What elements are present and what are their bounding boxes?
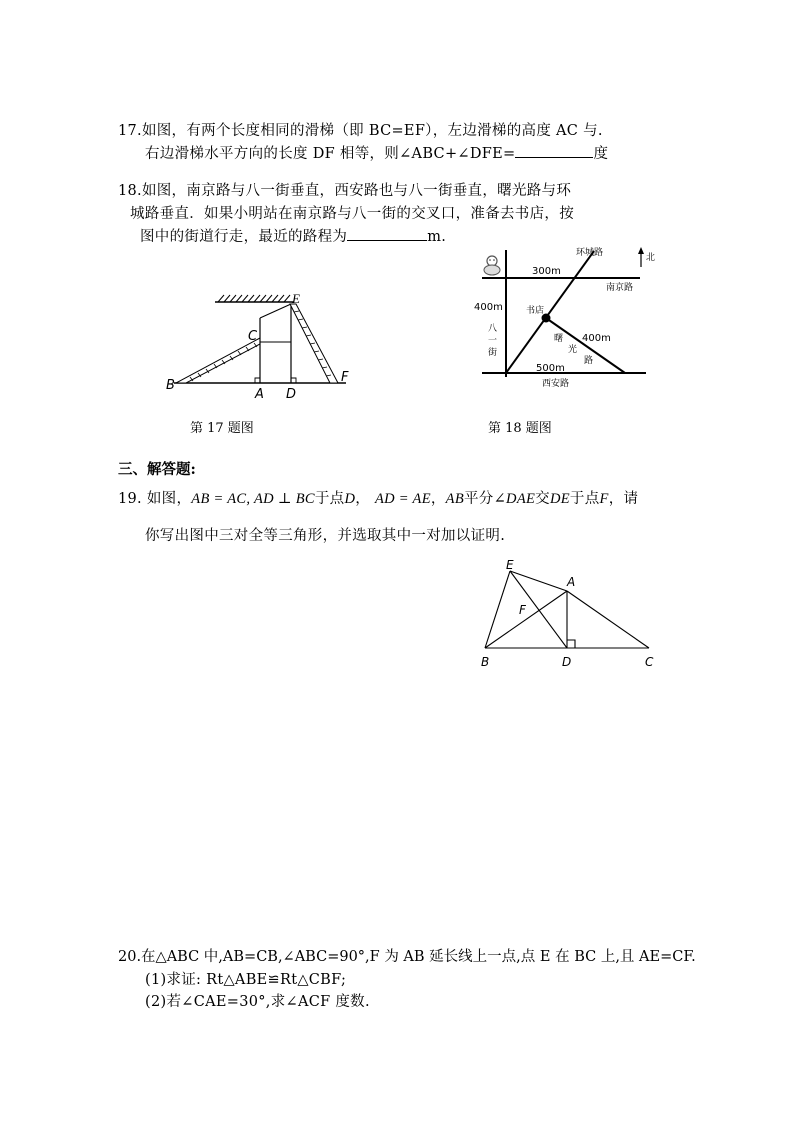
- fig19-label-C: C: [645, 655, 654, 669]
- fig19-label-A: A: [567, 575, 576, 589]
- q17-answer-blank[interactable]: [515, 145, 593, 158]
- q19-t2: ，: [355, 491, 375, 507]
- section-title: 三、解答题:: [118, 461, 196, 478]
- q19-math6: DE: [549, 491, 570, 507]
- bayi3-label: 街: [488, 348, 498, 358]
- q19-t6: 于点: [569, 491, 600, 507]
- fig17-label-E: E: [292, 291, 300, 306]
- q19-math2: D: [344, 491, 356, 507]
- fig19-label-D: D: [562, 655, 572, 669]
- q20-line3: (2)若∠CAE=30°,求∠ACF 度数.: [145, 994, 370, 1010]
- person-icon: [484, 256, 500, 275]
- q19-math7: F: [599, 491, 609, 507]
- huancheng-label: 环城路: [576, 248, 604, 258]
- d500-label: 500m: [536, 363, 565, 374]
- fig18-caption: 第 18 题图: [488, 421, 552, 436]
- fig17-label-A: A: [255, 387, 264, 402]
- q18-line1: 18.如图，南京路与八一街垂直，西安路也与八一街垂直，曙光路与环: [118, 183, 572, 199]
- shu-label: 曙: [554, 334, 564, 344]
- q19-t3: ，: [430, 491, 446, 507]
- fig19-label-F: F: [519, 603, 526, 617]
- fig19-label-B: B: [481, 655, 490, 669]
- q19-math5: ∠DAE: [493, 491, 536, 507]
- fig17-label-C: C: [248, 329, 258, 344]
- d400a-label: 400m: [474, 302, 503, 313]
- q19-prefix: 19. 如图，: [118, 491, 192, 507]
- bayi1-label: 八: [488, 324, 498, 334]
- guang-label: 光: [568, 345, 578, 355]
- q18-line3-unit: m.: [427, 229, 447, 245]
- north-label: 北: [646, 253, 656, 263]
- shudian-label: 书店: [526, 306, 545, 316]
- q17-line2-unit: 度: [593, 146, 609, 162]
- q17-line2-text: 右边滑梯水平方向的长度 DF 相等，则∠ABC+∠DFE=: [145, 146, 516, 162]
- q19-math1: AB = AC, AD ⊥ BC: [191, 491, 315, 507]
- q18-answer-blank[interactable]: [347, 228, 427, 241]
- q19-t5: 交: [535, 491, 550, 507]
- q18-line3: [140, 225, 446, 246]
- bayi2-label: 一: [488, 336, 498, 346]
- q17-line1: 17.如图，有两个长度相同的滑梯（即 BC=EF），左边滑梯的高度 AC 与.: [118, 123, 603, 139]
- q20-line2: (1)求证: Rt△ABE≌Rt△CBF;: [145, 972, 347, 988]
- q19-t4: 平分: [464, 491, 494, 507]
- figure-18: [470, 245, 670, 390]
- fig17-caption: 第 17 题图: [190, 421, 254, 436]
- figure-17: [160, 290, 360, 400]
- q19-math3: AD = AE: [374, 491, 431, 507]
- d400b-label: 400m: [582, 333, 611, 344]
- q19-t7: ，请: [608, 491, 639, 507]
- nanjing-label: 南京路: [606, 283, 634, 293]
- xian-label: 西安路: [542, 379, 570, 389]
- fig17-label-D: D: [286, 387, 297, 402]
- q18-line2: 城路垂直．如果小明站在南京路与八一街的交叉口，准备去书店，按: [130, 206, 574, 222]
- fig17-label-F: F: [341, 370, 349, 385]
- q19-line1: [118, 487, 638, 508]
- q19-line2: 你写出图中三对全等三角形，并选取其中一对加以证明.: [145, 528, 506, 544]
- fig19-label-E: E: [506, 558, 514, 572]
- q19-math4: AB: [445, 491, 464, 507]
- d300-label: 300m: [532, 266, 561, 277]
- q17-line2: [145, 142, 608, 163]
- q20-line1: 20.在△ABC 中,AB=CB,∠ABC=90°,F 为 AB 延长线上一点,点 E 在 BC 上,且 AE=CF.: [118, 949, 696, 965]
- fig17-label-B: B: [166, 378, 175, 393]
- lu-label: 路: [584, 356, 594, 366]
- q18-line3-text: 图中的街道行走，最近的路程为: [140, 229, 348, 245]
- q19-t1: 于点: [314, 491, 345, 507]
- figure-19: [475, 558, 675, 673]
